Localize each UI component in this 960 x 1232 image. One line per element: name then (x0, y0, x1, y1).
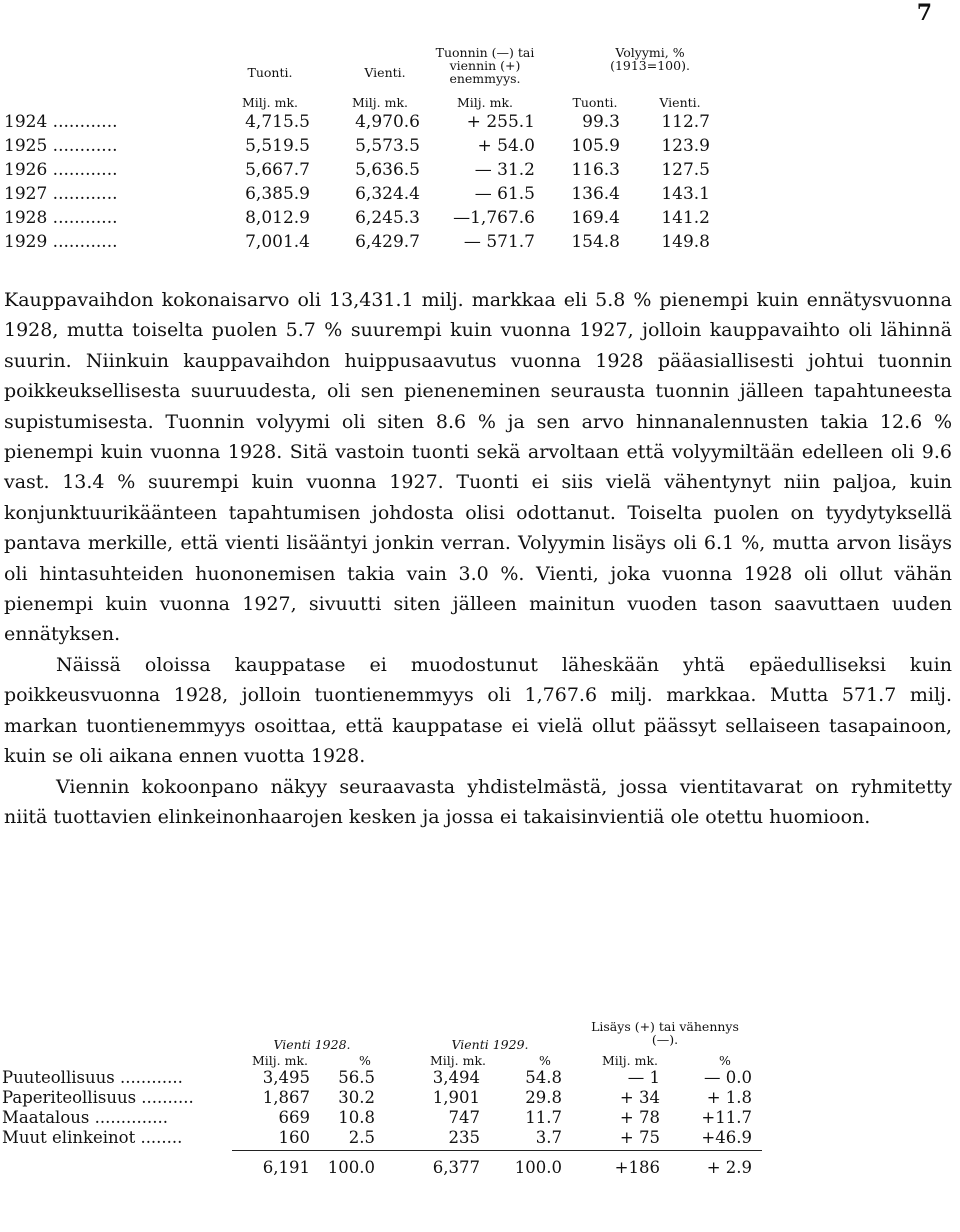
unit-label: Milj. mk. (456, 95, 514, 110)
unit-label: Milj. mk. (351, 95, 409, 110)
col-header-vol-vienti: Vienti. (659, 95, 701, 110)
table-row (0, 208, 960, 232)
table-cell-vienti: 5,636.5 (355, 160, 420, 180)
table-cell-cp: +11.7 (701, 1108, 752, 1127)
table-cell-label: Paperiteollisuus .......... (2, 1088, 194, 1107)
table-cell-label: Puuteollisuus ............ (2, 1068, 183, 1087)
table-cell-bp: 3.7 (535, 1128, 562, 1147)
table-cell-bp: 11.7 (525, 1108, 562, 1127)
paragraph: Viennin kokoonpano näkyy seuraavasta yhdistelmästä, jossa vientitavarat on ryhmitetty niitä tuottavien elinkeinonhaarojen kesken ja jossa ei takaisinvientiä ole otettu huomioon. (4, 775, 952, 828)
unit-label: Milj. mk. (241, 95, 299, 110)
table-cell-year: 1929 ............ (4, 232, 118, 252)
table-row (0, 232, 960, 256)
table-cell-tuonti: 8,012.9 (245, 208, 310, 228)
table-cell-cp: — 0.0 (704, 1068, 752, 1087)
table-cell-balance: + 255.1 (466, 112, 535, 132)
table-cell-ap: 30.2 (338, 1088, 375, 1107)
table-row (0, 184, 960, 208)
table-cell-tuonti: 4,715.5 (245, 112, 310, 132)
total-cell-a: 6,191 (262, 1158, 310, 1177)
table-cell-balance: — 61.5 (474, 184, 535, 204)
table-cell-b: 747 (448, 1108, 480, 1127)
table-cell-c: — 1 (627, 1068, 660, 1087)
table-cell-b: 3,494 (432, 1068, 480, 1087)
table-cell-vol_t: 99.3 (582, 112, 620, 132)
col-header-vol-tuonti: Tuonti. (572, 95, 618, 110)
table-cell-tuonti: 5,519.5 (245, 136, 310, 156)
table-cell-vienti: 5,573.5 (355, 136, 420, 156)
table-cell-vol_v: 112.7 (661, 112, 710, 132)
table-cell-vienti: 6,245.3 (355, 208, 420, 228)
table-cell-year: 1924 ............ (4, 112, 118, 132)
total-cell-ap: 100.0 (327, 1158, 375, 1177)
total-cell-c: +186 (614, 1158, 660, 1177)
total-cell-bp: 100.0 (514, 1158, 562, 1177)
table-cell-c: + 75 (619, 1128, 660, 1147)
table-cell-vienti: 6,324.4 (355, 184, 420, 204)
table-cell-vol_t: 154.8 (571, 232, 620, 252)
pct-label: % (719, 1053, 731, 1068)
table-cell-ap: 2.5 (348, 1128, 375, 1147)
paragraph: Näissä oloissa kauppatase ei muodostunut läheskään yhtä epäedulliseksi kuin poikkeusvuonna 1928, jolloin tuontienemmyys oli 1,767.6 milj. markkaa. Mutta 571.7 milj. markan tuontienemmyys osoittaa, että kauppatase ei vielä ollut päässyt sellaiseen tasapainoon, kuin se oli aikana ennen vuotta 1928. (4, 653, 952, 768)
table-cell-ap: 56.5 (338, 1068, 375, 1087)
table-cell-vienti: 4,970.6 (355, 112, 420, 132)
table-cell-year: 1925 ............ (4, 136, 118, 156)
pct-label: % (359, 1053, 371, 1068)
table-cell-c: + 34 (619, 1088, 660, 1107)
table-cell-vol_t: 136.4 (571, 184, 620, 204)
table-cell-balance: — 571.7 (463, 232, 535, 252)
table-cell-balance: + 54.0 (477, 136, 535, 156)
total-cell-b: 6,377 (432, 1158, 480, 1177)
total-row (0, 1158, 960, 1182)
table-cell-balance: —1,767.6 (453, 208, 535, 228)
col-header-volume: Volyymi, % (1913=100). (610, 45, 690, 73)
table-cell-year: 1928 ............ (4, 208, 118, 228)
table-cell-vol_v: 127.5 (661, 160, 710, 180)
col-header-vienti: Vienti. (364, 65, 406, 80)
table-row (0, 160, 960, 184)
col-header-tuonti: Tuonti. (247, 65, 293, 80)
table-cell-year: 1927 ............ (4, 184, 118, 204)
table-cell-label: Maatalous .............. (2, 1108, 169, 1127)
table-cell-tuonti: 5,667.7 (245, 160, 310, 180)
page-number: 7 (916, 0, 932, 26)
table-cell-vol_t: 116.3 (571, 160, 620, 180)
table-cell-ap: 10.8 (338, 1108, 375, 1127)
table-cell-cp: +46.9 (701, 1128, 752, 1147)
unit-label: Milj. mk. (251, 1053, 309, 1068)
table-cell-a: 669 (278, 1108, 310, 1127)
paragraph: Kauppavaihdon kokonaisarvo oli 13,431.1 milj. markkaa eli 5.8 % pienempi kuin ennätysvuonna 1928, mutta toiselta puolen 5.7 % suurempi kuin vuonna 1927, jolloin kauppavaihto oli lähinnä suurin. Niinkuin kauppavaihdon huippusaavutus vuonna 1928 pääasiallisesti johtui tuonnin poikkeuksellisesta suuruudesta, oli sen pieneneminen seurausta tuonnin jälleen tapahtuneesta supistumisesta. Tuonnin volyymi oli siten 8.6 % ja sen arvo hinnanalennusten takia 12.6 % pienempi kuin vuonna 1928. Sitä vastoin tuonti sekä arvoltaan että volyymiltään edelleen oli 9.6 vast. 13.4 % suurempi kuin vuonna 1927. Tuonti ei siis vielä vähentynyt niin paljoa, kuin konjunktuurikäänteen tapahtumisen johdosta olisi odottanut. Toiselta puolen on tyydytyksellä pantava merkille, että vienti lisääntyi jonkin verran. Volyymin lisäys oli 6.1 %, mutta arvon lisäys oli hintasuhteiden huononemisen takia vain 3.0 %. Vienti, joka vuonna 1928 oli ollut vähän pienempi kuin vuonna 1927, sivuutti siten jälleen mainitun vuoden tason saavuttaen uuden ennätyksen. (4, 289, 952, 646)
table-cell-cp: + 1.8 (706, 1088, 752, 1107)
table-cell-vol_v: 141.2 (661, 208, 710, 228)
col-header-vienti-1928: Vienti 1928. (273, 1037, 351, 1052)
table-cell-a: 3,495 (262, 1068, 310, 1087)
unit-label: Milj. mk. (429, 1053, 487, 1068)
pct-label: % (539, 1053, 551, 1068)
col-header-balance: Tuonnin (—) tai viennin (+) enemmyys. (435, 45, 535, 86)
table-cell-b: 235 (448, 1128, 480, 1147)
table-cell-vol_t: 169.4 (571, 208, 620, 228)
col-header-vienti-1929: Vienti 1929. (451, 1037, 529, 1052)
table-cell-vol_v: 149.8 (661, 232, 710, 252)
table-cell-bp: 54.8 (525, 1068, 562, 1087)
table-cell-label: Muut elinkeinot ........ (2, 1128, 183, 1147)
table-cell-a: 160 (278, 1128, 310, 1147)
table-cell-vol_t: 105.9 (571, 136, 620, 156)
table-cell-year: 1926 ............ (4, 160, 118, 180)
body-text (4, 285, 952, 832)
table-cell-bp: 29.8 (525, 1088, 562, 1107)
total-rule (232, 1150, 762, 1151)
table-cell-a: 1,867 (262, 1088, 310, 1107)
total-cell-cp: + 2.9 (706, 1158, 752, 1177)
table-cell-b: 1,901 (432, 1088, 480, 1107)
unit-label: Milj. mk. (601, 1053, 659, 1068)
table-cell-c: + 78 (619, 1108, 660, 1127)
table-cell-vol_v: 143.1 (661, 184, 710, 204)
table-row (0, 112, 960, 136)
table-cell-tuonti: 6,385.9 (245, 184, 310, 204)
table-cell-tuonti: 7,001.4 (245, 232, 310, 252)
table-row (0, 1128, 960, 1152)
table-row (0, 136, 960, 160)
table-cell-vienti: 6,429.7 (355, 232, 420, 252)
table-cell-vol_v: 123.9 (661, 136, 710, 156)
table-cell-balance: — 31.2 (474, 160, 535, 180)
col-header-change: Lisäys (+) tai vähennys (—). (591, 1019, 739, 1047)
